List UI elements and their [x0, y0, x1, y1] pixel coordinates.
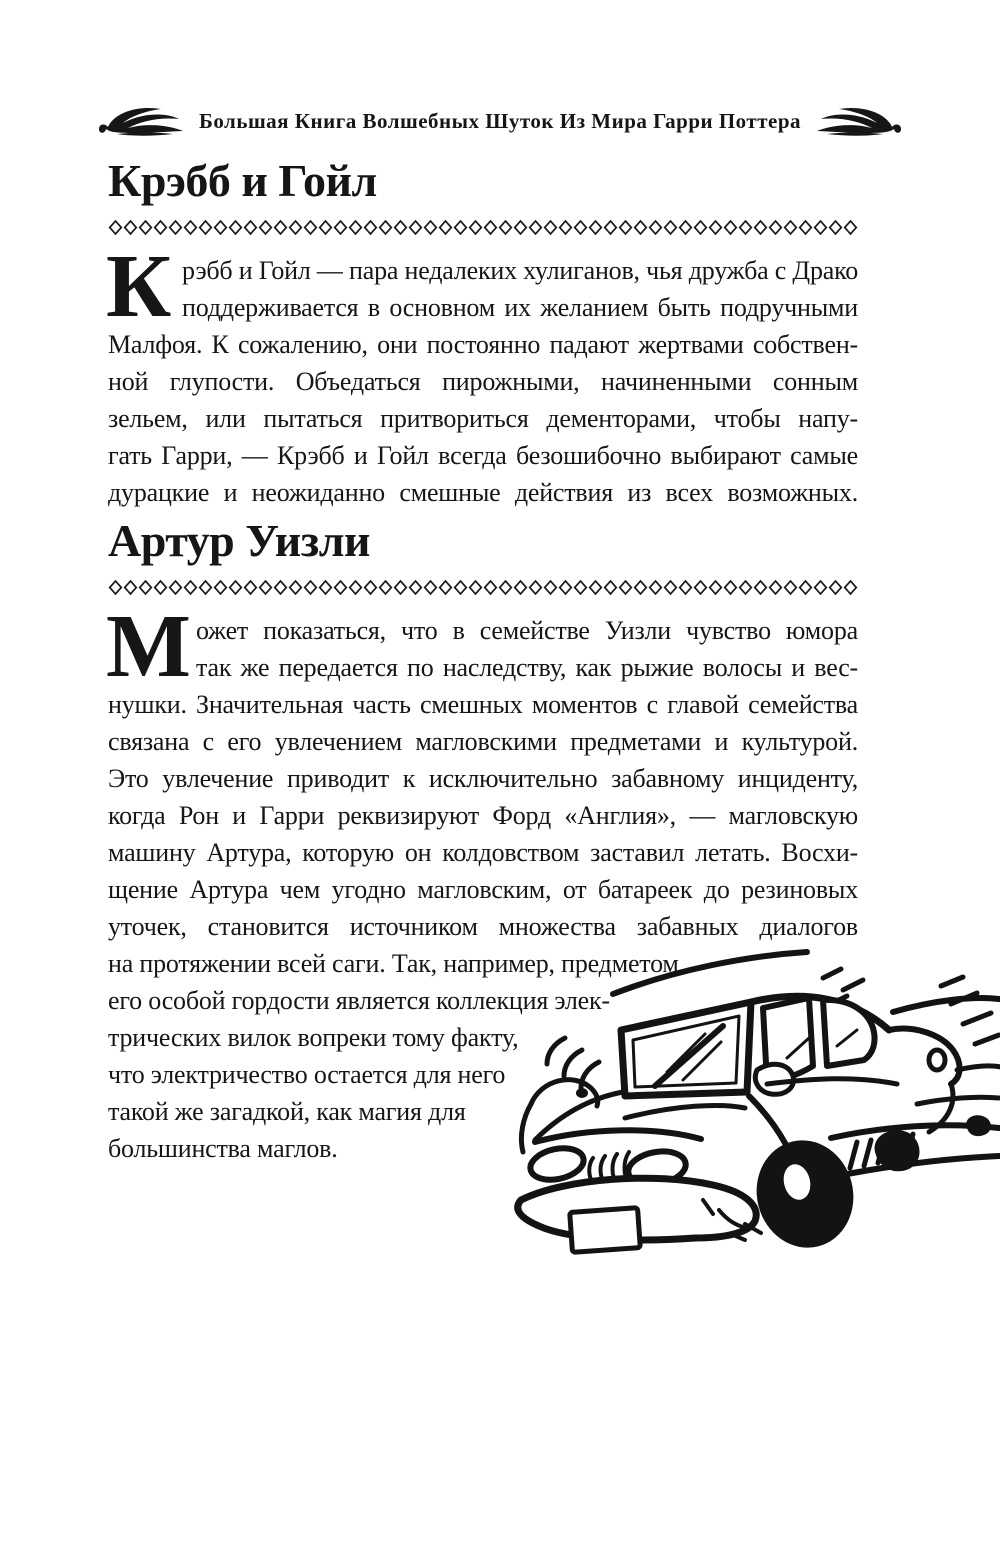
text-line: связана с его увлечением магловскими предметами и культурой. — [108, 727, 858, 756]
text-line: гать Гарри, — Крэбб и Гойл всегда безошибочно выбирают самые — [108, 441, 858, 470]
text-line: так же передается по наследству, как рыжие волосы и вес- — [196, 653, 858, 682]
text-line: дурацкие и неожиданно смешные действия из всех возможных. — [108, 478, 858, 507]
text-line: уточек, становится источником множества забавных диалогов — [108, 912, 858, 941]
section-heading-arthur-weasley: Артур Уизли — [108, 515, 371, 566]
text-line: зельем, или пытаться притвориться дементорами, чтобы напу- — [108, 404, 858, 433]
text-line: Это увлечение приводит к исключительно забавному инциденту, — [108, 764, 858, 793]
flying-ford-anglia-illustration — [505, 942, 1000, 1272]
flying-car-sketch-icon — [505, 942, 1000, 1272]
text-line: ожет показаться, что в семействе Уизли чувство юмора — [196, 616, 858, 645]
running-head — [0, 104, 1000, 138]
dropcap-letter: К — [106, 237, 172, 336]
text-line: щение Артура чем угодно магловским, от батареек до резиновых — [108, 875, 858, 904]
text-line: поддерживается в основном их желанием быть подручными — [182, 293, 858, 322]
text-line: когда Рон и Гарри реквизируют Форд «Англия», — магловскую — [108, 801, 858, 830]
text-line: трических вилок вопреки тому факту, — [108, 1023, 519, 1052]
text-line: на протяжении всей саги. Так, например, предметом — [108, 949, 679, 978]
running-head-title: Большая Книга Волшебных Шуток Из Мира Гарри Поттера — [198, 108, 802, 133]
calligraphic-flourish-icon — [97, 104, 185, 138]
text-line: нушки. Значительная часть смешных моментов с главой семейства — [108, 690, 858, 719]
section-heading-crabbe-goyle: Крэбб и Гойл — [108, 155, 377, 206]
text-line: что электричество остается для него — [108, 1060, 506, 1089]
text-line: ной глупости. Объедаться пирожными, начиненными сонным — [108, 367, 858, 396]
text-line: машину Артура, которую он колдовством заставил летать. Восхи- — [108, 838, 858, 867]
text-line: такой же загадкой, как магия для — [108, 1097, 466, 1126]
text-line: Малфоя. К сожалению, они постоянно падают жертвами собствен- — [108, 330, 858, 359]
diamond-chain-divider — [108, 219, 858, 236]
text-line: рэбб и Гойл — пара недалеких хулиганов, чья дружба с Драко — [182, 256, 858, 285]
text-line: большинства маглов. — [108, 1134, 338, 1163]
calligraphic-flourish-mirrored-icon — [815, 104, 903, 138]
diamond-chain-divider — [108, 579, 858, 596]
text-line: его особой гордости является коллекция элек- — [108, 986, 610, 1015]
dropcap-letter: М — [106, 597, 191, 696]
paragraph-crabbe-goyle — [106, 237, 858, 511]
